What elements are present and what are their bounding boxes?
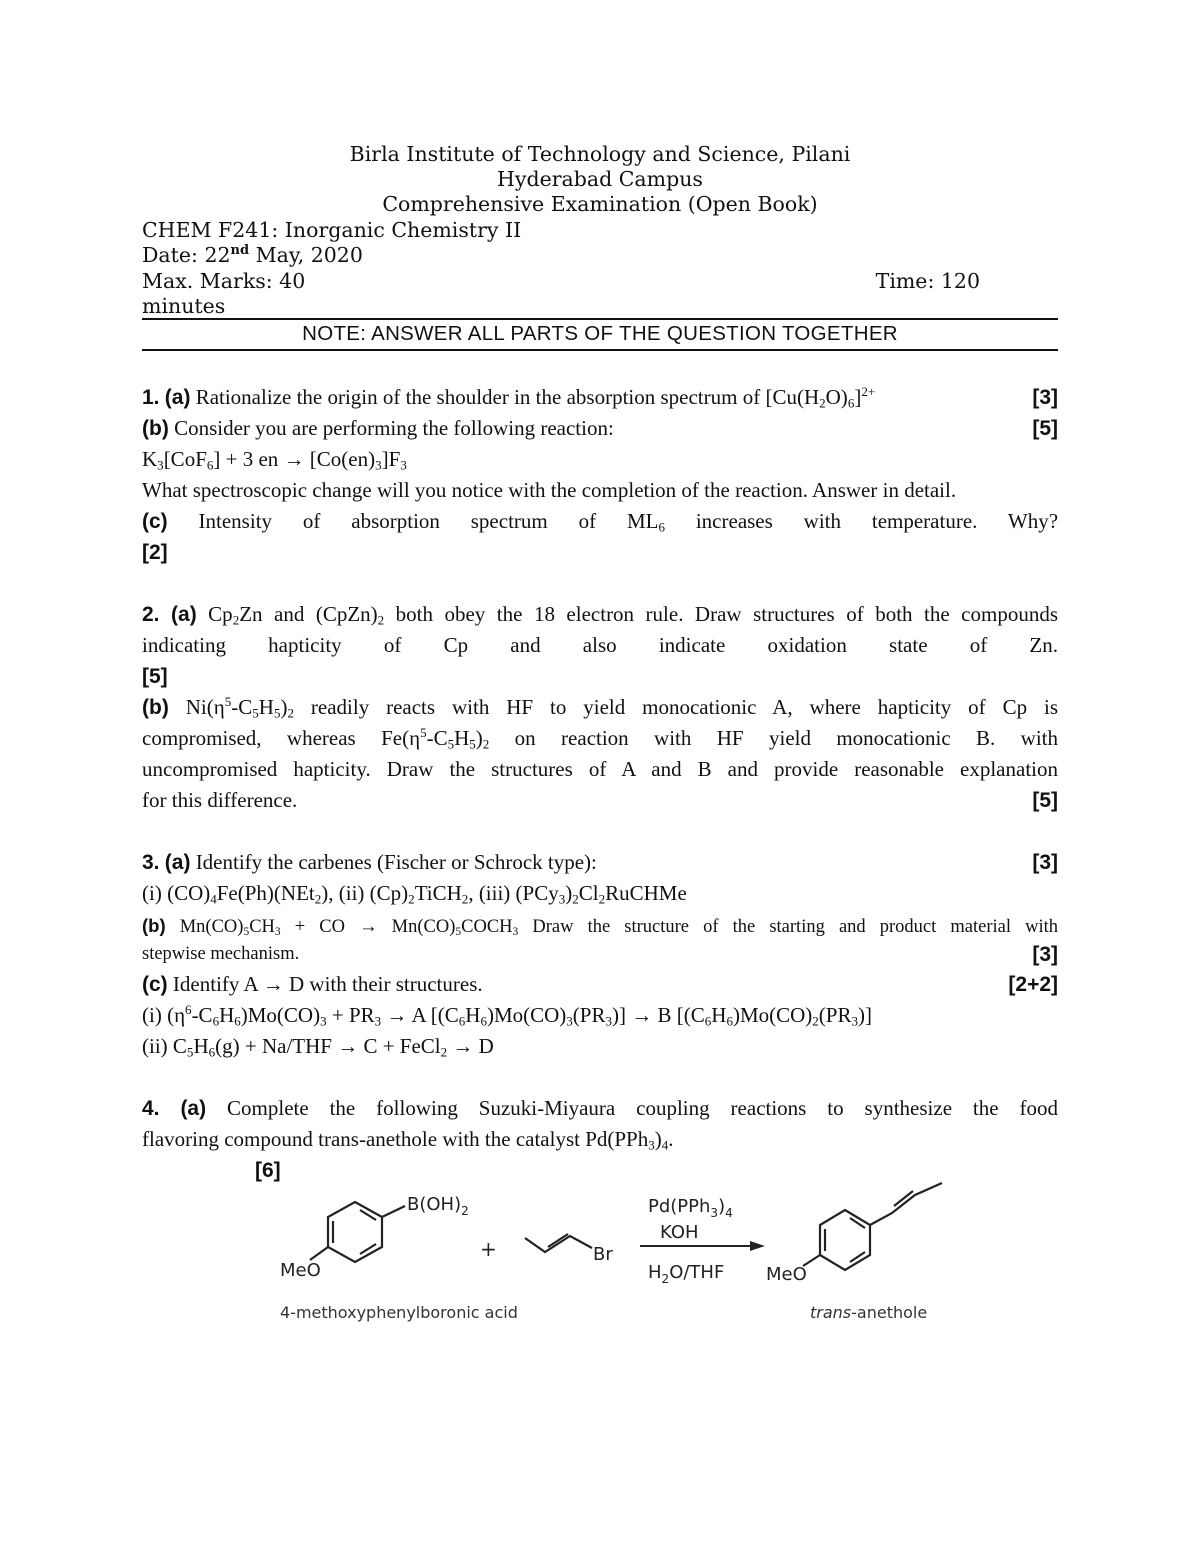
methoxy-label-right: MeO [766, 1264, 807, 1285]
solvent-label: $H_2O$/THF [648, 1262, 725, 1286]
campus-name: Hyderabad Campus [497, 167, 703, 191]
exam-date: Date: 22nd May, 2020 [142, 243, 363, 267]
boronic-acid-name: 4-methoxyphenylboronic acid [280, 1303, 518, 1322]
q1b: (b) Consider you are performing the following reaction: [5] [142, 413, 1058, 444]
methoxy-label-left: MeO [280, 1260, 321, 1281]
plus-sign: + [480, 1237, 497, 1261]
q3c-marks: [2+2] [1008, 973, 1058, 996]
exam-title: Comprehensive Examination (Open Book) [382, 192, 818, 216]
q1b-reaction: $K_3[CoF_6] + 3$ en → $[Co(en)_3]F_3$ [142, 447, 407, 473]
bromine-label: Br [593, 1244, 613, 1265]
q4a-line2: flavoring compound trans-anethole with the catalyst $Pd(PPh_3)_4$. [142, 1127, 674, 1153]
q1b-marks: [5] [1032, 417, 1058, 440]
q2a-line1: 2. (a) $Cp_2Zn$ and $(CpZn)_2$ both obey the 18 electron rule. Draw structures of both the compounds [142, 602, 1058, 628]
suzuki-reaction-scheme [270, 1180, 970, 1330]
header-rule-bottom [142, 349, 1058, 351]
q3b-marks: [3] [1032, 943, 1058, 966]
q2b-line4: for this difference. [5] [142, 785, 1058, 816]
q3a-list: (i) $(CO)_4Fe(Ph)(NEt_2)$, (ii) $(Cp)_2TiCH_2$, (iii) $(PCy_3)_2Cl_2RuCHMe$ [142, 881, 687, 907]
q2b-line2: compromised, whereas $Fe(\eta^5-C_5H_5)_2$ on reaction with HF yield monocationic B. with [142, 725, 1058, 752]
boronic-group-label: $B(OH)_2$ [407, 1194, 469, 1218]
q4a-marks: [6] [255, 1159, 281, 1182]
catalyst-label: $Pd(PPh_3)_4$ [648, 1196, 733, 1220]
q3c-i: (i) $(\eta^6-C_6H_6)Mo(CO)_3 + PR_3 \to A$ $[(C_6H_6)Mo(CO)_3(PR_3)] \to B$ $[(C_6H_6)Mo(CO)_2(PR_3)]$ [142, 1002, 872, 1029]
anethole-name: trans-anethole [810, 1303, 928, 1322]
anethole-structure [803, 1183, 942, 1270]
reaction-arrowhead [750, 1241, 765, 1251]
q3c: (c) Identify A → D with their structures. [2+2] [142, 969, 1058, 1000]
q2b-line3: uncompromised hapticity. Draw the structures of A and B and provide reasonable explanation [142, 757, 1058, 781]
exam-time-unit: minutes [142, 294, 226, 318]
q3a: 3. (a) Identify the carbenes (Fischer or Schrock type): [3] [142, 847, 1058, 878]
q2b-marks: [5] [1032, 789, 1058, 812]
q3b-line1: (b) $Mn(CO)_5CH_3$ + CO → $Mn(CO)_5COCH_3$ Draw the structure of the starting and product material with [142, 915, 1058, 938]
header-rule-top [142, 318, 1058, 320]
propenyl-bromide-structure [525, 1234, 592, 1252]
q1c-marks: [2] [142, 541, 168, 564]
exam-time: Time: 120 [875, 269, 980, 293]
marks-time-row [142, 269, 1058, 294]
q2a-marks: [5] [142, 665, 168, 688]
q1a: 1. (a) Rationalize the origin of the shoulder in the absorption spectrum of $[Cu(H_2O)_6]^{2+}$ [3] [142, 382, 1058, 413]
boronic-acid-structure [310, 1202, 405, 1262]
q3b-line2: stepwise mechanism. [3] [142, 939, 1058, 970]
q3c-ii: (ii) $C_5H_6(g) + Na/THF \to C$ + FeCl$_2$ → D [142, 1034, 494, 1060]
course-title: CHEM F241: Inorganic Chemistry II [142, 218, 522, 242]
q2b-line1: (b) $Ni(\eta^5-C_5H_5)_2$ readily reacts with HF to yield monocationic A, where hapticity of Cp is [142, 694, 1058, 721]
exam-note: NOTE: ANSWER ALL PARTS OF THE QUESTION TOGETHER [302, 322, 898, 345]
q1a-marks: [3] [1032, 386, 1058, 409]
q4a-line1: 4. (a) Complete the following Suzuki-Miyaura coupling reactions to synthesize the food [142, 1096, 1058, 1120]
q1b-question: What spectroscopic change will you notice with the completion of the reaction. Answer in detail. [142, 478, 957, 502]
q3a-marks: [3] [1032, 851, 1058, 874]
q1c: (c) Intensity of absorption spectrum of $ML_6$ increases with temperature. Why? [142, 509, 1059, 535]
institute-name: Birla Institute of Technology and Science, Pilani [349, 142, 851, 166]
max-marks: Max. Marks: 40 [142, 269, 306, 293]
base-label: KOH [660, 1222, 699, 1243]
q2a-line2: indicating hapticity of Cp and also indicate oxidation state of Zn. [142, 633, 1058, 657]
